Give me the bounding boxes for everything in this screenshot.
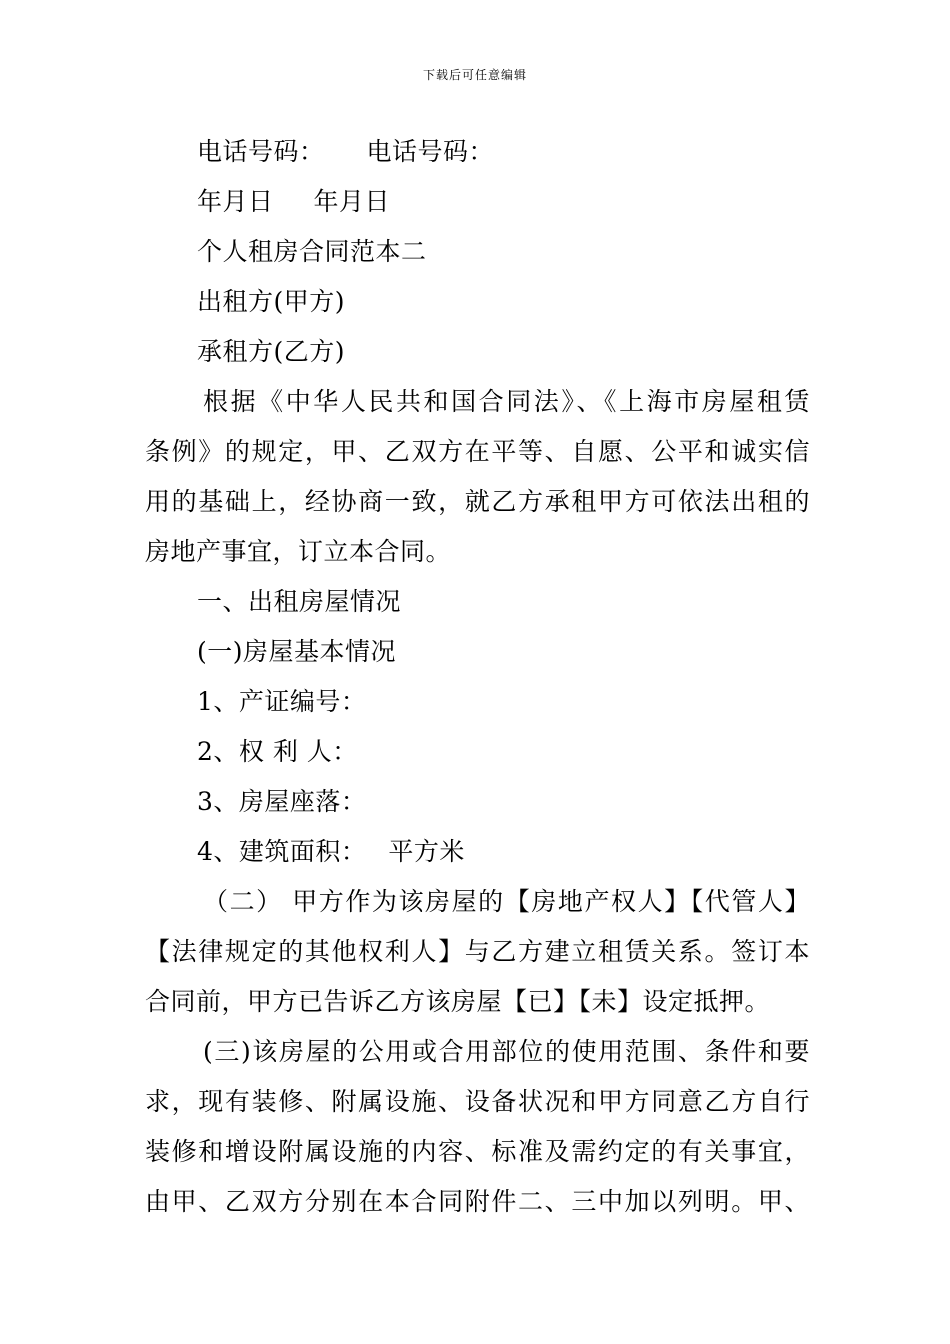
section-heading: 一、出租房屋情况 (197, 587, 402, 616)
paragraph-line: 求，现有装修、附属设施、设备状况和甲方同意乙方自行 (145, 1087, 810, 1116)
paragraph-line: （二） 甲方作为该房屋的【房地产权人】【代管人】 (203, 887, 810, 916)
field-location: 3、房屋座落： (197, 787, 367, 816)
paragraph-line: 装修和增设附属设施的内容、标准及需约定的有关事宜， (145, 1137, 810, 1166)
subsection-heading: (一)房屋基本情况 (197, 637, 397, 666)
field-area-label: 4、建筑面积： (197, 837, 367, 866)
paragraph-line: 合同前，甲方已告诉乙方该房屋【已】【未】设定抵押。 (145, 987, 771, 1016)
document-title: 个人租房合同范本二 (197, 237, 427, 266)
field-area (145, 827, 810, 877)
paragraph-line: 由甲、乙双方分别在本合同附件二、三中加以列明。甲、 (145, 1187, 810, 1216)
paragraph-line: 【法律规定的其他权利人】与乙方建立租赁关系。签订本 (145, 937, 810, 966)
lessor-line: 出租方(甲方) (197, 287, 346, 316)
date-label-lessor: 年月日 (197, 187, 274, 216)
paragraph-line: 条例》的规定，甲、乙双方在平等、自愿、公平和诚实信 (145, 437, 810, 466)
paragraph-line: 用的基础上，经协商一致，就乙方承租甲方可依法出租的 (145, 487, 810, 516)
date-label-lessee: 年月日 (313, 187, 391, 216)
paragraph-line: (三)该房屋的公用或合用部位的使用范围、条件和要 (203, 1037, 810, 1066)
phone-label-lessee: 电话号码： (366, 137, 495, 166)
phone-line (145, 127, 810, 177)
date-line (145, 177, 810, 227)
paragraph-line: 房地产事宜，订立本合同。 (145, 537, 452, 566)
page-header: 下载后可任意编辑 (422, 68, 527, 82)
paragraph-line: 根据《中华人民共和国合同法》、《上海市房屋租赁 (203, 387, 810, 416)
phone-label-lessor: 电话号码： (197, 137, 325, 166)
lessee-line: 承租方(乙方) (197, 337, 346, 366)
document-body (145, 127, 810, 1227)
field-right-holder: 2、权 利 人： (197, 737, 358, 766)
field-area-unit: 平方米 (388, 837, 465, 866)
field-certificate-number: 1、产证编号： (197, 687, 367, 716)
